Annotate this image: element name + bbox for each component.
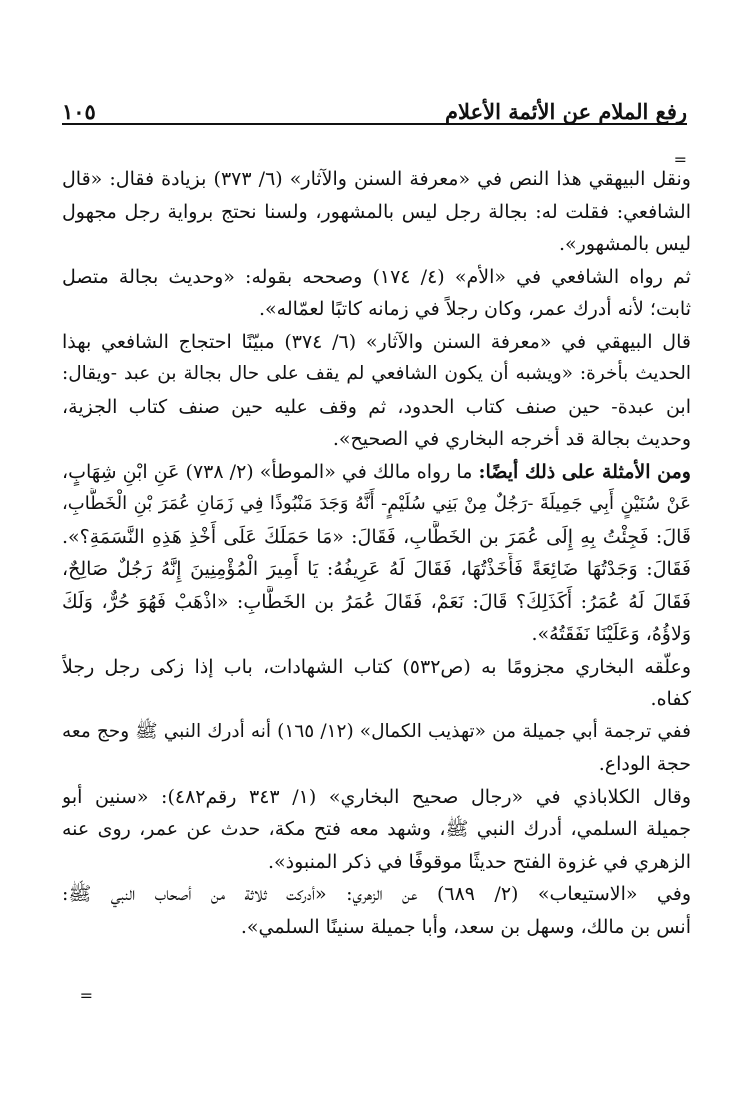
body-line: وفي «الاستيعاب» (٢/ ٦٨٩) عن الزهري: «أدركت ثلاثة من أصحاب النبي ﷺ:	[62, 883, 691, 905]
body-line: وعلّقه البخاري مجزومًا به (ص٥٣٢) كتاب الشهادات، باب إذا زكى رجل رجلاً	[62, 655, 691, 678]
page-header	[62, 82, 687, 122]
hadith-line: عَنْ سُنَيْنٍ أَبِي جَمِيلَةَ -رَجُلٌ مِنْ بَنِي سُلَيْمٍ- أَنَّهُ وَجَدَ مَنْبُوذًا فِي زَمَانِ عُمَرَ بْنِ الْخَطَّابِ،	[62, 493, 691, 514]
body-line: الشافعي: فقلت له: بجالة رجل ليس بالمشهور، ولسنا نحتج برواية رجل مجهول	[62, 200, 691, 223]
hadith-line: فَقَالَ لَهُ عُمَرُ: أَكَذَلِكَ؟ قَالَ: نَعَمْ، فَقَالَ عُمَرُ بن الخَطَّابِ: «اذْهَبْ فَهُوَ حُرٌّ، وَلَكَ	[62, 590, 691, 613]
body-line	[62, 456, 691, 489]
page-number: ١٠٥	[62, 99, 96, 124]
body-line: قال البيهقي في «معرفة السنن والآثار» (٦/ ٣٧٤) مبيّنًا احتجاج الشافعي بهذا	[62, 330, 691, 353]
body-line: ليس بالمشهور».	[559, 233, 691, 255]
body-line: ونقل البيهقي هذا النص في «معرفة السنن والآثار» (٦/ ٣٧٣) بزيادة فقال: «قال	[62, 168, 691, 190]
example-lead: ومن الأمثلة على ذلك أيضًا:	[478, 460, 691, 483]
section-mark-top: =	[673, 150, 687, 169]
section-mark-bottom: =	[79, 986, 93, 1005]
page-body	[62, 163, 691, 943]
body-line: جميلة السلمي، أدرك النبي ﷺ، وشهد معه فتح مكة، حدث عن عمر، روى عنه	[62, 818, 691, 840]
hadith-line: فَقَالَ: وَجَدْتُهَا ضَائِعَةً فَأَخَذْتُهَا، فَقَالَ لَهُ عَرِيفُهُ: يَا أَمِيرَ الْمُؤْمِنِينَ إِنَّهُ رَجُلٌ صَالِحٌ،	[62, 558, 691, 580]
body-line: ابن عبدة- حين صنف كتاب الحدود، ثم وقف عليه حين صنف كتاب الجزية،	[62, 395, 691, 418]
example-text: ما رواه مالك في «الموطأ» (٢/ ٧٣٨) عَنِ ابْنِ شِهَابٍ،	[62, 460, 479, 483]
body-line: حجة الوداع.	[598, 753, 691, 775]
book-title: رفع الملام عن الأئمة الأعلام	[445, 99, 687, 124]
body-line: ففي ترجمة أبي جميلة من «تهذيب الكمال» (١٢/ ١٦٥) أنه أدرك النبي ﷺ وحج معه	[62, 720, 691, 742]
hadith-line: وَلاؤُهُ، وَعَلَيْنَا نَفَقَتُهُ».	[531, 623, 691, 645]
body-line: الحديث بأخرة: «ويشبه أن يكون الشافعي لم يقف على حال بجالة بن عبد -ويقال:	[62, 363, 691, 384]
body-line: ثم رواه الشافعي في «الأم» (٤/ ١٧٤) وصححه بقوله: «وحديث بجالة متصل	[62, 265, 691, 288]
body-line: أنس بن مالك، وسهل بن سعد، وأبا جميلة سنينًا السلمي».	[240, 915, 691, 938]
body-line: وقال الكلاباذي في «رجال صحيح البخاري» (١/ ٣٤٣ رقم٤٨٢): «سنين أبو	[62, 785, 691, 808]
header-rule	[62, 123, 687, 125]
hadith-line: قَالَ: فَجِئْتُ بِهِ إِلَى عُمَرَ بن الخَطَّابِ، فَقَالَ: «مَا حَمَلَكَ عَلَى أَخْذِ هَذِهِ النَّسَمَةِ؟».	[62, 525, 691, 548]
body-line: كفاه.	[650, 688, 691, 710]
body-line: ثابت؛ لأنه أدرك عمر، وكان رجلاً في زمانه كاتبًا لعمّاله».	[258, 298, 691, 320]
body-line: الزهري في غزوة الفتح حديثًا موقوفًا في ذكر المنبوذ».	[267, 850, 691, 873]
body-line: وحديث بجالة قد أخرجه البخاري في الصحيح».	[332, 428, 691, 450]
